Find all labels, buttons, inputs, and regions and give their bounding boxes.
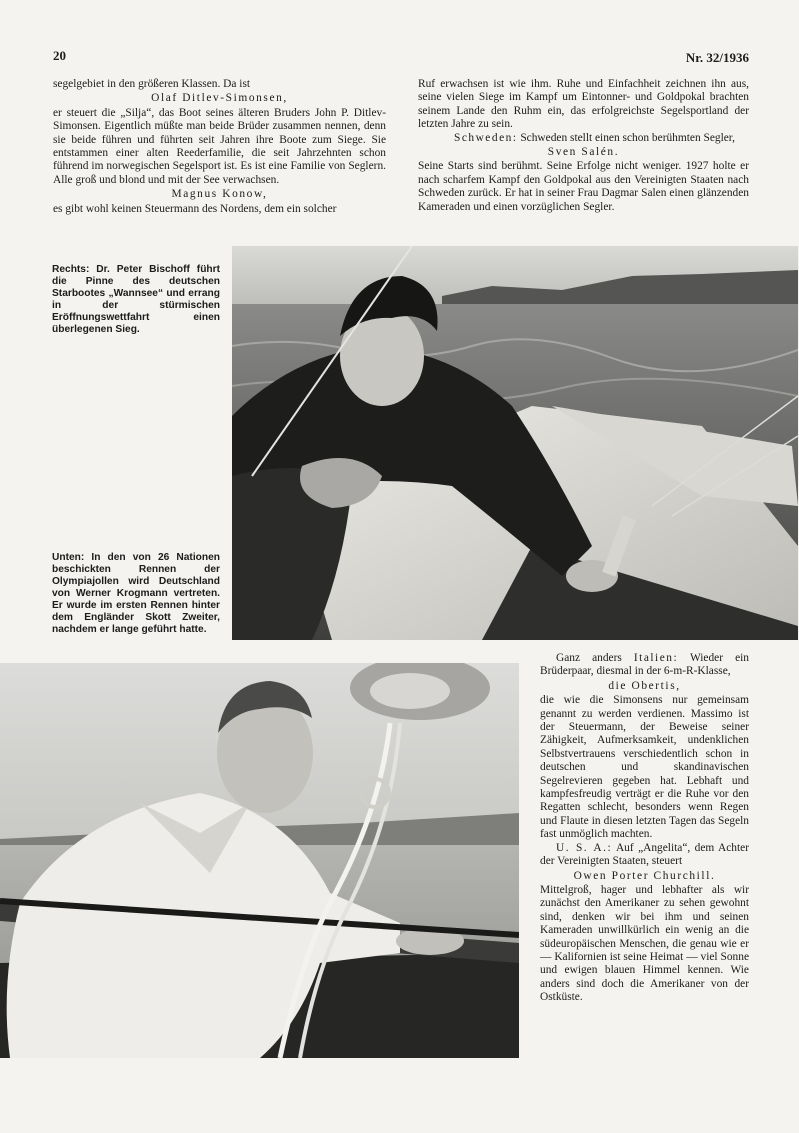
country-label: U. S. A.:	[556, 841, 613, 854]
right-column-text	[418, 78, 749, 214]
paragraph: Mittelgroß, hager und lebhafter als wir zunächst den Amerikaner zu sehen gewohnt sind, denken wir bei ihm und seinen Kameraden unwillkürlich ein wenig an die südeuropäischen Menschen, die genau wie er — Kalifornien ist seine Heimat — viel Sonne und ewigen blauen Himmel kennen. Wie anders sind doch die Amerikaner von der Ostküste.	[540, 883, 749, 1004]
sailor-name: Owen Porter Churchill.	[573, 869, 716, 882]
photo-caption-top: Rechts: Dr. Peter Bischoff führt die Pinne des deutschen Starbootes „Wannsee“ und errang in der stürmischen Eröffnungswettfahrt einen überlegenen Sieg.	[52, 264, 220, 335]
left-column-text	[53, 78, 386, 216]
photo-sailor-starboat	[232, 246, 798, 640]
paragraph-text: Schweden stellt einen schon berühmten Segler,	[520, 131, 735, 144]
country-label: Italien:	[633, 652, 679, 664]
paragraph	[540, 652, 749, 679]
issue-number: Nr. 32/1936	[685, 50, 749, 65]
sailor-in-dinghy-photo-icon	[0, 663, 519, 1058]
photo-sailor-dinghy	[0, 663, 519, 1058]
page-number: 20	[53, 48, 66, 63]
paragraph-text: Auf „Angelita“, dem Achter der Vereinigten Staaten, steuert	[540, 841, 750, 868]
paragraph: Seine Starts sind berühmt. Seine Erfolge nicht weniger. 1927 holte er nach scharfem Kampf den Goldpokal aus den Vereinigten Staaten nach Schweden zurück. Er hat in seiner Frau Dagmar Salen einen glänzenden Kameraden und einen vorzüglichen Segler.	[418, 160, 749, 213]
right-column-bottom-text	[540, 652, 749, 1005]
country-label: Schweden:	[454, 131, 518, 144]
paragraph-text: Ganz anders	[556, 652, 622, 664]
sailor-name: die Obertis,	[608, 679, 681, 692]
sailor-name: Magnus Konow,	[171, 188, 268, 201]
paragraph: Ruf erwachsen ist wie ihm. Ruhe und Einfachheit zeichnen ihn aus, seine vielen Siege im Kampf um Eintonner- und Goldpokal brachten seinem Lande den Ruhm ein, das erfolgreichste Segelsportland der letzten Jahre zu sein.	[418, 78, 749, 131]
sailor-name: Olaf Ditlev-Simonsen,	[151, 92, 288, 105]
sailor-on-starboat-photo-icon	[232, 246, 798, 640]
paragraph: er steuert die „Silja“, das Boot seines älteren Bruders John P. Ditlev-Simonsen. Eigentlich müßte man beide Brüder zusammen nennen, denn sie beide führen und führten seit Jahren ihre Boote zum Siege. Sie entstammen einer alten Reederfamilie, die seit Jahrzehnten schon führend im norwegischen Segelsport ist. Es ist eine Familie von Seglern. Alle groß und blond und mit der See verwachsen.	[53, 106, 386, 186]
paragraph	[418, 132, 749, 145]
paragraph: die wie die Simonsens nur gemeinsam genannt zu werden verdienen. Massimo ist der Steuermann, der Beweise seiner Zähigkeit, Aufmerksamkeit, undenklichen Selbstvertrauens verschiedentlich schon in deutschen und skandinavischen Segelrevieren gegeben hat. Lebhaft und kampfesfreudig verträgt er die Ruhe vor den Regatten schlecht, besonders wenn Regen und Flaute in diesen letzten Tagen das Segeln fast unmöglich machten.	[540, 694, 749, 841]
sailor-name: Sven Salén.	[547, 146, 620, 159]
paragraph	[540, 842, 749, 869]
paragraph-text: Wieder ein Brüderpaar, diesmal in der 6-m-R-Klasse,	[540, 652, 749, 678]
photo-caption-bottom: Unten: In den von 26 Nationen beschickten Rennen der Olympiajollen wird Deutschland von Werner Krogmann vertreten. Er wurde im ersten Rennen hinter dem Engländer Skott Zweiter, nachdem er lange geführt hatte.	[52, 552, 220, 635]
paragraph: segelgebiet in den größeren Klassen. Da ist	[53, 78, 251, 90]
paragraph: es gibt wohl keinen Steuermann des Nordens, dem ein solcher	[53, 202, 337, 215]
